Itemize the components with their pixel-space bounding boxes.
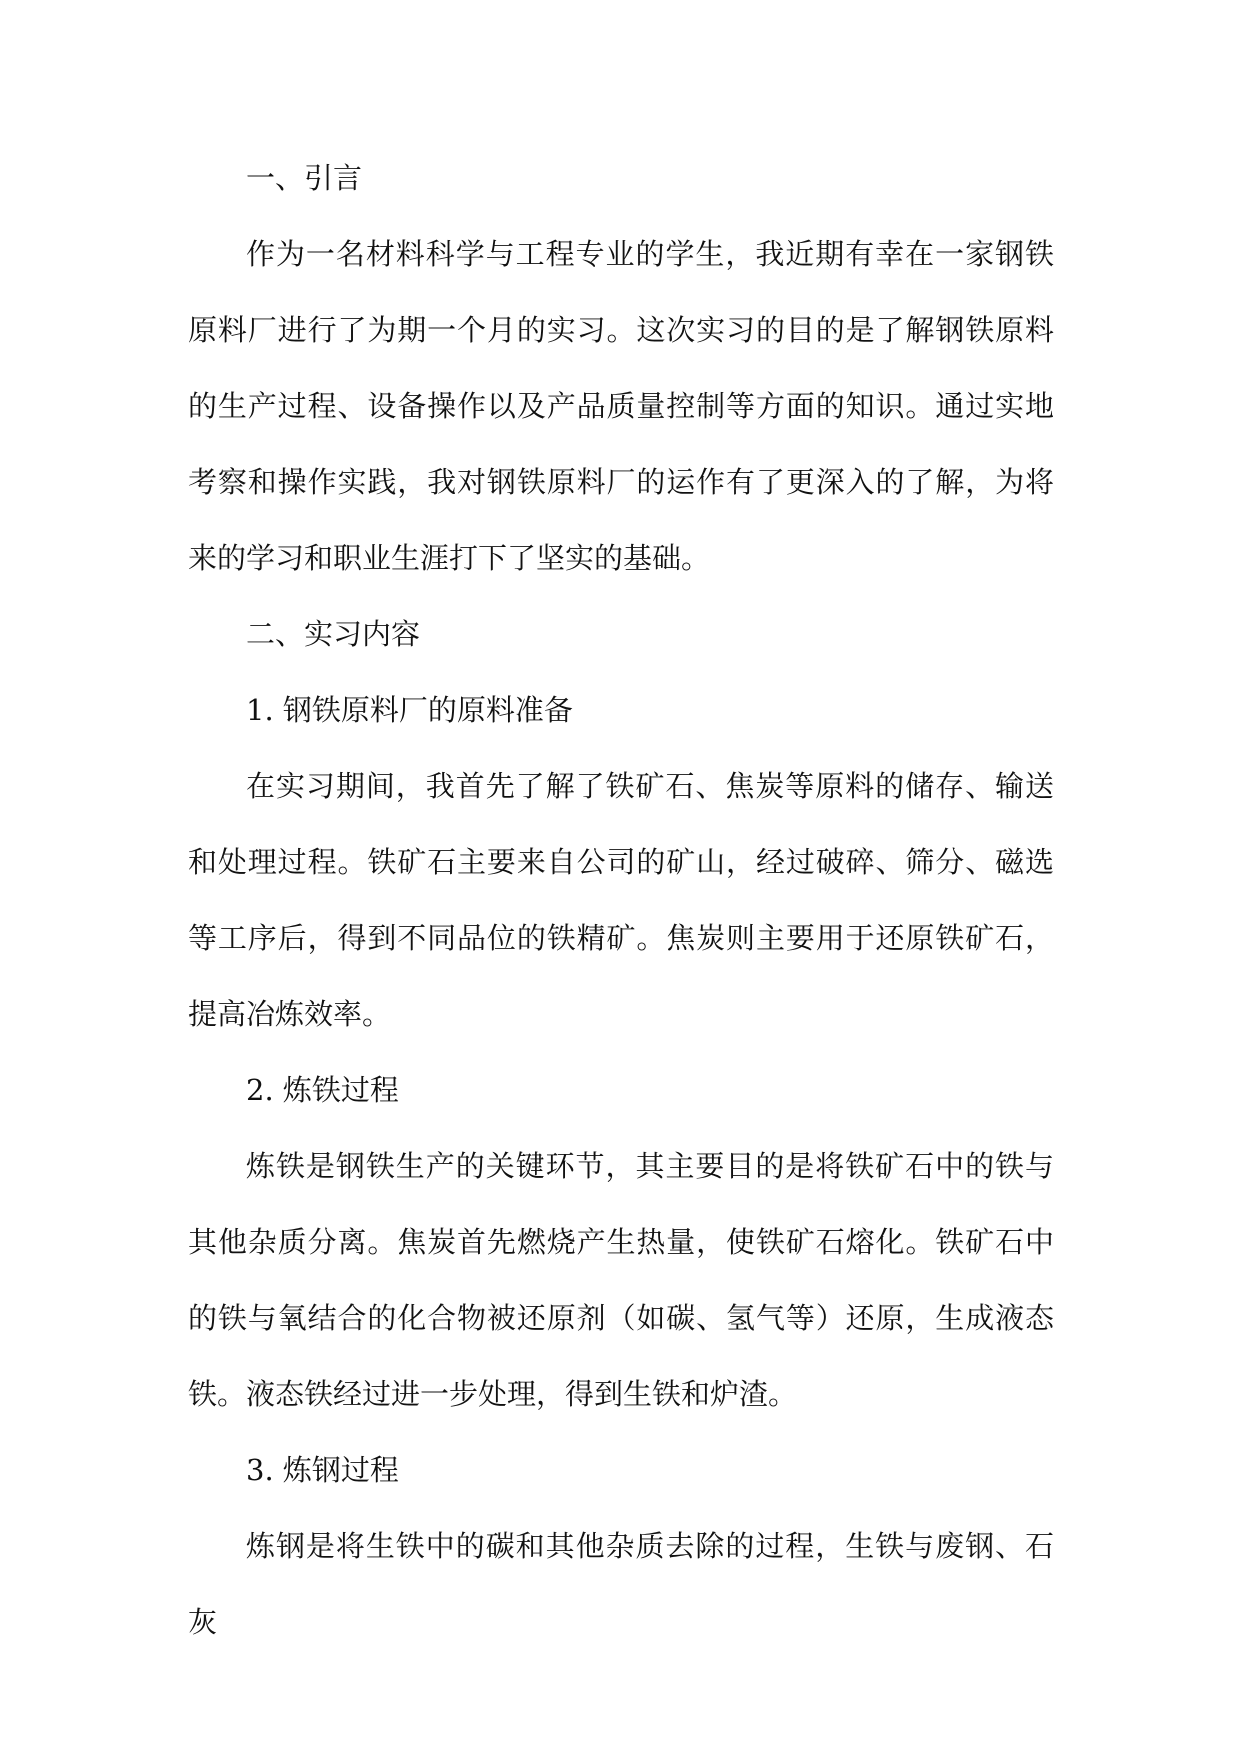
heading-intro: 一、引言 [246,161,363,195]
para-raw-material: 在实习期间，我首先了解了铁矿石、焦炭等原料的储存、输送和处理过程。铁矿石主要来自公司的矿山，经过破碎、筛分、磁选等工序后，得到不同品位的铁精矿。焦炭则主要用于还原铁矿石，提高冶炼效率。 [188,769,1054,1031]
heading-ironmaking: 2. 炼铁过程 [246,1073,399,1107]
document-page [188,140,1054,1660]
heading-content: 二、实习内容 [246,617,421,651]
para-ironmaking: 炼铁是钢铁生产的关键环节，其主要目的是将铁矿石中的铁与其他杂质分离。焦炭首先燃烧产生热量，使铁矿石熔化。铁矿石中的铁与氧结合的化合物被还原剂（如碳、氢气等）还原，生成液态铁。液态铁经过进一步处理，得到生铁和炉渣。 [188,1149,1054,1411]
heading-steelmaking: 3. 炼钢过程 [246,1453,399,1487]
para-steelmaking: 炼钢是将生铁中的碳和其他杂质去除的过程，生铁与废钢、石灰 [188,1529,1054,1639]
heading-raw-material: 1. 钢铁原料厂的原料准备 [246,693,573,727]
para-intro: 作为一名材料科学与工程专业的学生，我近期有幸在一家钢铁原料厂进行了为期一个月的实习。这次实习的目的是了解钢铁原料的生产过程、设备操作以及产品质量控制等方面的知识。通过实地考察和操作实践，我对钢铁原料厂的运作有了更深入的了解，为将来的学习和职业生涯打下了坚实的基础。 [188,237,1054,575]
